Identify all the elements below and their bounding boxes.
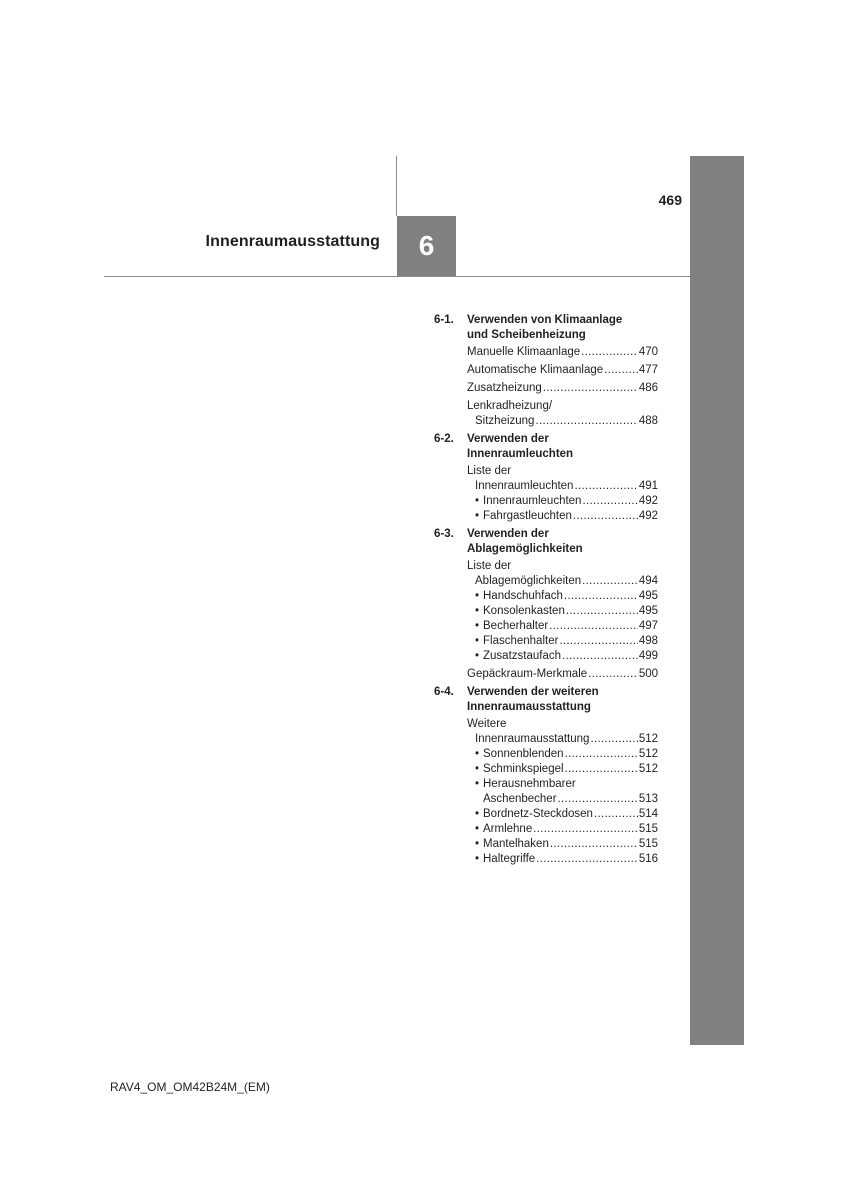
entry-label-first: Herausnehmbarer	[483, 778, 576, 790]
toc-subentry[interactable]	[434, 777, 658, 807]
toc-subentry[interactable]	[475, 494, 658, 509]
entry-page: 492	[638, 510, 658, 522]
section-heading[interactable]	[434, 685, 658, 715]
bullet-icon: •	[475, 620, 480, 632]
entry-label-first: Liste der	[467, 465, 512, 477]
entry-label: Aschenbecher	[483, 793, 557, 805]
toc-subentry[interactable]	[475, 807, 658, 822]
toc-subentry[interactable]	[475, 822, 658, 837]
entry-page: 488	[638, 415, 658, 427]
toc-entry[interactable]	[467, 345, 658, 360]
bullet-icon: •	[475, 778, 480, 790]
entry-page: 491	[638, 480, 658, 492]
bullet-icon: •	[475, 748, 480, 760]
entry-label: Mantelhaken	[483, 838, 549, 850]
entry-page: 495	[638, 590, 658, 602]
entry-page: 494	[638, 575, 658, 587]
section-title-line: Verwenden der	[467, 433, 549, 445]
entry-page: 500	[638, 668, 658, 680]
entry-label: Fahrgastleuchten	[483, 510, 572, 522]
entry-label: Innenraumleuchten	[475, 480, 574, 492]
entry-label: Innenraumausstattung	[475, 733, 590, 745]
section-heading[interactable]	[434, 527, 658, 557]
bullet-icon: •	[475, 605, 480, 617]
entry-label: Zusatzheizung	[467, 382, 542, 394]
chapter-title: Innenraumausstattung	[205, 233, 380, 250]
chapter-number-box: 6	[397, 216, 456, 276]
entry-label: Manuelle Klimaanlage	[467, 346, 581, 358]
section-number: 6-1.	[434, 314, 454, 326]
section-number: 6-3.	[434, 528, 454, 540]
bullet-icon: •	[475, 650, 480, 662]
entry-page: 512	[638, 763, 658, 775]
toc-subentry[interactable]	[475, 747, 658, 762]
toc-section	[434, 685, 658, 867]
header-divider-horizontal	[104, 276, 690, 277]
entry-page: 513	[638, 793, 658, 805]
toc-subentry[interactable]	[475, 619, 658, 634]
entry-label: Gepäckraum-Merkmale	[467, 668, 588, 680]
page-number: 469	[658, 192, 682, 208]
section-number: 6-4.	[434, 686, 454, 698]
toc-section	[434, 432, 658, 524]
entry-label: Haltegriffe	[483, 853, 536, 865]
entry-label: Armlehne	[483, 823, 533, 835]
bullet-icon: •	[475, 495, 480, 507]
entry-page: 486	[638, 382, 658, 394]
section-title-line: Ablagemöglichkeiten	[467, 543, 583, 555]
toc-entry[interactable]	[467, 381, 658, 396]
section-number: 6-2.	[434, 433, 454, 445]
entry-page: 516	[638, 853, 658, 865]
entry-page: 515	[638, 823, 658, 835]
toc-subentry[interactable]	[475, 634, 658, 649]
section-title-line: Verwenden von Klimaanlage	[467, 314, 623, 326]
toc-subentry[interactable]	[475, 762, 658, 777]
toc-subentry[interactable]	[475, 837, 658, 852]
bullet-icon: •	[475, 853, 480, 865]
chapter-side-tab	[690, 156, 744, 1045]
bullet-icon: •	[475, 808, 480, 820]
entry-page: 499	[638, 650, 658, 662]
bullet-icon: •	[475, 823, 480, 835]
entry-label-first: Liste der	[467, 560, 512, 572]
entry-label: Ablagemöglichkeiten	[475, 575, 582, 587]
toc-section	[434, 527, 658, 682]
entry-label: Flaschenhalter	[483, 635, 559, 647]
toc-subentry[interactable]	[475, 509, 658, 524]
bullet-icon: •	[475, 590, 480, 602]
table-of-contents	[434, 313, 658, 870]
toc-entry[interactable]	[467, 363, 658, 378]
entry-label: Zusatzstaufach	[483, 650, 561, 662]
toc-entry[interactable]	[434, 717, 658, 747]
entry-page: 498	[638, 635, 658, 647]
entry-page: 492	[638, 495, 658, 507]
entry-page: 495	[638, 605, 658, 617]
bullet-icon: •	[475, 838, 480, 850]
section-title-line: Innenraumleuchten	[467, 448, 574, 460]
toc-subentry[interactable]	[475, 649, 658, 664]
section-title-line: Verwenden der weiteren	[467, 686, 599, 698]
toc-entry[interactable]	[434, 399, 658, 429]
entry-label: Schminkspiegel	[483, 763, 564, 775]
section-title-line: Innenraumausstattung	[467, 701, 591, 713]
entry-page: 515	[638, 838, 658, 850]
entry-page: 512	[638, 733, 658, 745]
header-divider-vertical	[396, 156, 397, 216]
toc-section	[434, 313, 658, 429]
bullet-icon: •	[475, 763, 480, 775]
entry-label-first: Lenkradheizung/	[467, 400, 553, 412]
entry-label: Sonnenblenden	[483, 748, 564, 760]
section-heading[interactable]	[434, 432, 658, 462]
toc-entry[interactable]	[434, 559, 658, 589]
entry-label: Innenraumleuchten	[483, 495, 582, 507]
toc-subentry[interactable]	[475, 589, 658, 604]
entry-page: 477	[638, 364, 658, 376]
section-title-line: Verwenden der	[467, 528, 549, 540]
entry-label: Becherhalter	[483, 620, 549, 632]
toc-subentry[interactable]	[475, 852, 658, 867]
section-heading[interactable]	[434, 313, 658, 343]
document-code-footer: RAV4_OM_OM42B24M_(EM)	[110, 1080, 270, 1094]
entry-label: Sitzheizung	[475, 415, 535, 427]
entry-label: Automatische Klimaanlage	[467, 364, 604, 376]
entry-page: 497	[638, 620, 658, 632]
bullet-icon: •	[475, 510, 480, 522]
entry-label-first: Weitere	[467, 718, 507, 730]
entry-label: Bordnetz-Steckdosen	[483, 808, 593, 820]
entry-page: 514	[638, 808, 658, 820]
toc-entry[interactable]	[434, 464, 658, 494]
entry-label: Konsolenkasten	[483, 605, 565, 617]
section-title-line: und Scheibenheizung	[467, 329, 586, 341]
entry-page: 470	[638, 346, 658, 358]
bullet-icon: •	[475, 635, 480, 647]
entry-page: 512	[638, 748, 658, 760]
entry-label: Handschuhfach	[483, 590, 563, 602]
toc-entry[interactable]	[467, 667, 658, 682]
toc-subentry[interactable]	[475, 604, 658, 619]
